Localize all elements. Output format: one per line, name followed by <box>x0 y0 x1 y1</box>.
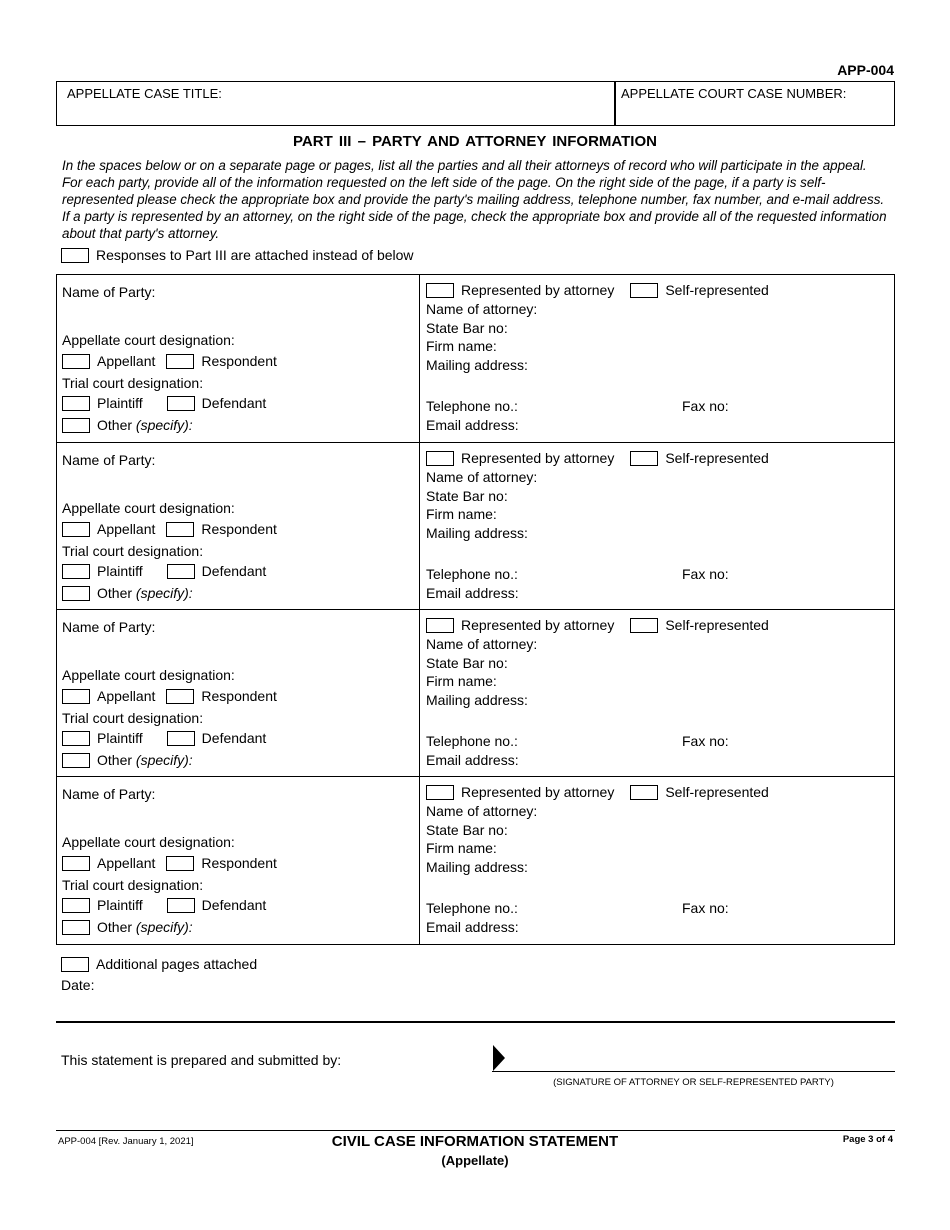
defendant-label: Defendant <box>201 563 267 579</box>
other-checkbox[interactable] <box>62 920 90 935</box>
representation-options <box>426 617 769 634</box>
telephone-no-label: Telephone no.: <box>426 733 518 749</box>
footer-divider <box>56 1130 895 1131</box>
appellate-designation-label: Appellate court designation: <box>62 667 235 683</box>
appellate-designation-options <box>62 353 277 370</box>
attached-instead-row <box>61 247 414 264</box>
defendant-label: Defendant <box>201 395 267 411</box>
trial-designation-options <box>62 395 266 412</box>
other-label: Other <box>97 585 133 601</box>
self-represented-label: Self-represented <box>665 450 769 466</box>
other-option <box>62 919 193 936</box>
appellant-checkbox[interactable] <box>62 354 90 369</box>
specify-label: (specify): <box>135 919 193 935</box>
trial-designation-label: Trial court designation: <box>62 543 204 559</box>
other-label: Other <box>97 752 133 768</box>
telephone-no-label: Telephone no.: <box>426 900 518 916</box>
name-of-party-label: Name of Party: <box>62 284 156 300</box>
appellate-designation-label: Appellate court designation: <box>62 332 235 348</box>
signature-line <box>492 1071 895 1072</box>
firm-name-label: Firm name: <box>426 673 497 689</box>
appellate-designation-label: Appellate court designation: <box>62 834 235 850</box>
attached-instead-checkbox[interactable] <box>61 248 89 263</box>
fax-no-label: Fax no: <box>682 566 729 582</box>
additional-pages-checkbox[interactable] <box>61 957 89 972</box>
form-id: APP-004 <box>837 62 894 78</box>
other-checkbox[interactable] <box>62 586 90 601</box>
mailing-address-label: Mailing address: <box>426 692 528 708</box>
other-checkbox[interactable] <box>62 418 90 433</box>
case-title-label: APPELLATE CASE TITLE: <box>67 86 222 101</box>
represented-by-attorney-label: Represented by attorney <box>461 617 615 633</box>
represented-by-attorney-checkbox[interactable] <box>426 785 454 800</box>
fax-no-label: Fax no: <box>682 900 729 916</box>
party-row <box>57 275 894 443</box>
name-of-attorney-label: Name of attorney: <box>426 301 538 317</box>
party-row <box>57 609 894 777</box>
telephone-no-label: Telephone no.: <box>426 398 518 414</box>
appellant-label: Appellant <box>97 688 156 704</box>
state-bar-no-label: State Bar no: <box>426 655 508 671</box>
appellant-label: Appellant <box>97 521 156 537</box>
page-number: Page 3 of 4 <box>842 1134 893 1145</box>
party-row <box>57 776 894 944</box>
respondent-checkbox[interactable] <box>166 856 194 871</box>
part-title: PART III – PARTY AND ATTORNEY INFORMATION <box>293 133 657 150</box>
telephone-no-label: Telephone no.: <box>426 566 518 582</box>
signature-field[interactable] <box>508 1044 895 1070</box>
respondent-label: Respondent <box>201 521 277 537</box>
appellate-designation-options <box>62 521 277 538</box>
signature-caption: (SIGNATURE OF ATTORNEY OR SELF-REPRESENTED PARTY) <box>553 1077 834 1088</box>
name-of-attorney-label: Name of attorney: <box>426 803 538 819</box>
appellate-designation-options <box>62 688 277 705</box>
firm-name-label: Firm name: <box>426 338 497 354</box>
representation-options <box>426 282 769 299</box>
trial-designation-label: Trial court designation: <box>62 375 204 391</box>
party-row <box>57 442 894 610</box>
represented-by-attorney-checkbox[interactable] <box>426 451 454 466</box>
defendant-checkbox[interactable] <box>167 731 195 746</box>
represented-by-attorney-checkbox[interactable] <box>426 283 454 298</box>
respondent-label: Respondent <box>201 688 277 704</box>
trial-designation-label: Trial court designation: <box>62 710 204 726</box>
defendant-label: Defendant <box>201 897 267 913</box>
case-header-divider <box>614 81 616 126</box>
self-represented-label: Self-represented <box>665 617 769 633</box>
additional-pages-label: Additional pages attached <box>96 956 258 972</box>
mailing-address-label: Mailing address: <box>426 525 528 541</box>
signature-arrow-icon <box>493 1045 505 1071</box>
trial-designation-label: Trial court designation: <box>62 877 204 893</box>
plaintiff-checkbox[interactable] <box>62 731 90 746</box>
name-of-party-label: Name of Party: <box>62 619 156 635</box>
email-address-label: Email address: <box>426 417 519 433</box>
firm-name-label: Firm name: <box>426 840 497 856</box>
plaintiff-label: Plaintiff <box>97 395 143 411</box>
self-represented-checkbox[interactable] <box>630 785 658 800</box>
plaintiff-label: Plaintiff <box>97 730 143 746</box>
specify-label: (specify): <box>135 417 193 433</box>
represented-by-attorney-label: Represented by attorney <box>461 450 615 466</box>
self-represented-checkbox[interactable] <box>630 618 658 633</box>
self-represented-label: Self-represented <box>665 784 769 800</box>
represented-by-attorney-label: Represented by attorney <box>461 784 615 800</box>
party-table <box>56 274 895 945</box>
name-of-attorney-label: Name of attorney: <box>426 469 538 485</box>
defendant-checkbox[interactable] <box>167 396 195 411</box>
state-bar-no-label: State Bar no: <box>426 822 508 838</box>
appellant-checkbox[interactable] <box>62 689 90 704</box>
represented-by-attorney-label: Represented by attorney <box>461 282 615 298</box>
other-option <box>62 585 193 602</box>
appellate-designation-options <box>62 855 277 872</box>
additional-pages-row <box>61 956 257 973</box>
trial-designation-options <box>62 897 266 914</box>
represented-by-attorney-checkbox[interactable] <box>426 618 454 633</box>
case-title-field[interactable] <box>67 104 607 122</box>
respondent-checkbox[interactable] <box>166 689 194 704</box>
email-address-label: Email address: <box>426 752 519 768</box>
appellate-designation-label: Appellate court designation: <box>62 500 235 516</box>
prepared-by-label: This statement is prepared and submitted by: <box>61 1052 342 1068</box>
respondent-checkbox[interactable] <box>166 522 194 537</box>
representation-options <box>426 784 769 801</box>
fax-no-label: Fax no: <box>682 733 729 749</box>
case-number-field[interactable] <box>621 104 889 122</box>
plaintiff-label: Plaintiff <box>97 563 143 579</box>
appellant-checkbox[interactable] <box>62 856 90 871</box>
plaintiff-checkbox[interactable] <box>62 396 90 411</box>
appellant-checkbox[interactable] <box>62 522 90 537</box>
name-of-party-label: Name of Party: <box>62 452 156 468</box>
other-option <box>62 417 193 434</box>
mailing-address-label: Mailing address: <box>426 357 528 373</box>
self-represented-checkbox[interactable] <box>630 283 658 298</box>
other-label: Other <box>97 417 133 433</box>
respondent-label: Respondent <box>201 855 277 871</box>
footer-subtitle: (Appellate) <box>441 1153 509 1168</box>
case-number-label: APPELLATE COURT CASE NUMBER: <box>621 86 847 101</box>
plaintiff-label: Plaintiff <box>97 897 143 913</box>
defendant-label: Defendant <box>201 730 267 746</box>
state-bar-no-label: State Bar no: <box>426 488 508 504</box>
footer-title: CIVIL CASE INFORMATION STATEMENT <box>331 1133 619 1150</box>
respondent-checkbox[interactable] <box>166 354 194 369</box>
trial-designation-options <box>62 563 266 580</box>
appellant-label: Appellant <box>97 855 156 871</box>
representation-options <box>426 450 769 467</box>
specify-label: (specify): <box>135 585 193 601</box>
instructions: In the spaces below or on a separate page or pages, list all the parties and all their attorneys of record who will participate in the appeal. For each party, provide all of the information requested on the left side of the page. On the right side of the page, if a party is self-represented please check the appropriate box and provide the party's mailing address, telephone number, fax number, and e-mail address. If a party is represented by an attorney, on the right side of the page, check the appropriate box and provide all of the requested information about that party's attorney. <box>62 158 887 241</box>
other-checkbox[interactable] <box>62 753 90 768</box>
defendant-checkbox[interactable] <box>167 898 195 913</box>
fax-no-label: Fax no: <box>682 398 729 414</box>
other-option <box>62 752 193 769</box>
self-represented-checkbox[interactable] <box>630 451 658 466</box>
self-represented-label: Self-represented <box>665 282 769 298</box>
plaintiff-checkbox[interactable] <box>62 564 90 579</box>
name-of-attorney-label: Name of attorney: <box>426 636 538 652</box>
attached-instead-label: Responses to Part III are attached instead of below <box>96 247 414 263</box>
section-divider <box>56 1021 895 1023</box>
other-label: Other <box>97 919 133 935</box>
appellant-label: Appellant <box>97 353 156 369</box>
footer-revision: APP-004 [Rev. January 1, 2021] <box>58 1136 194 1147</box>
defendant-checkbox[interactable] <box>167 564 195 579</box>
firm-name-label: Firm name: <box>426 506 497 522</box>
date-label: Date: <box>61 977 95 993</box>
specify-label: (specify): <box>135 752 193 768</box>
name-of-party-label: Name of Party: <box>62 786 156 802</box>
email-address-label: Email address: <box>426 585 519 601</box>
mailing-address-label: Mailing address: <box>426 859 528 875</box>
trial-designation-options <box>62 730 266 747</box>
plaintiff-checkbox[interactable] <box>62 898 90 913</box>
email-address-label: Email address: <box>426 919 519 935</box>
respondent-label: Respondent <box>201 353 277 369</box>
state-bar-no-label: State Bar no: <box>426 320 508 336</box>
